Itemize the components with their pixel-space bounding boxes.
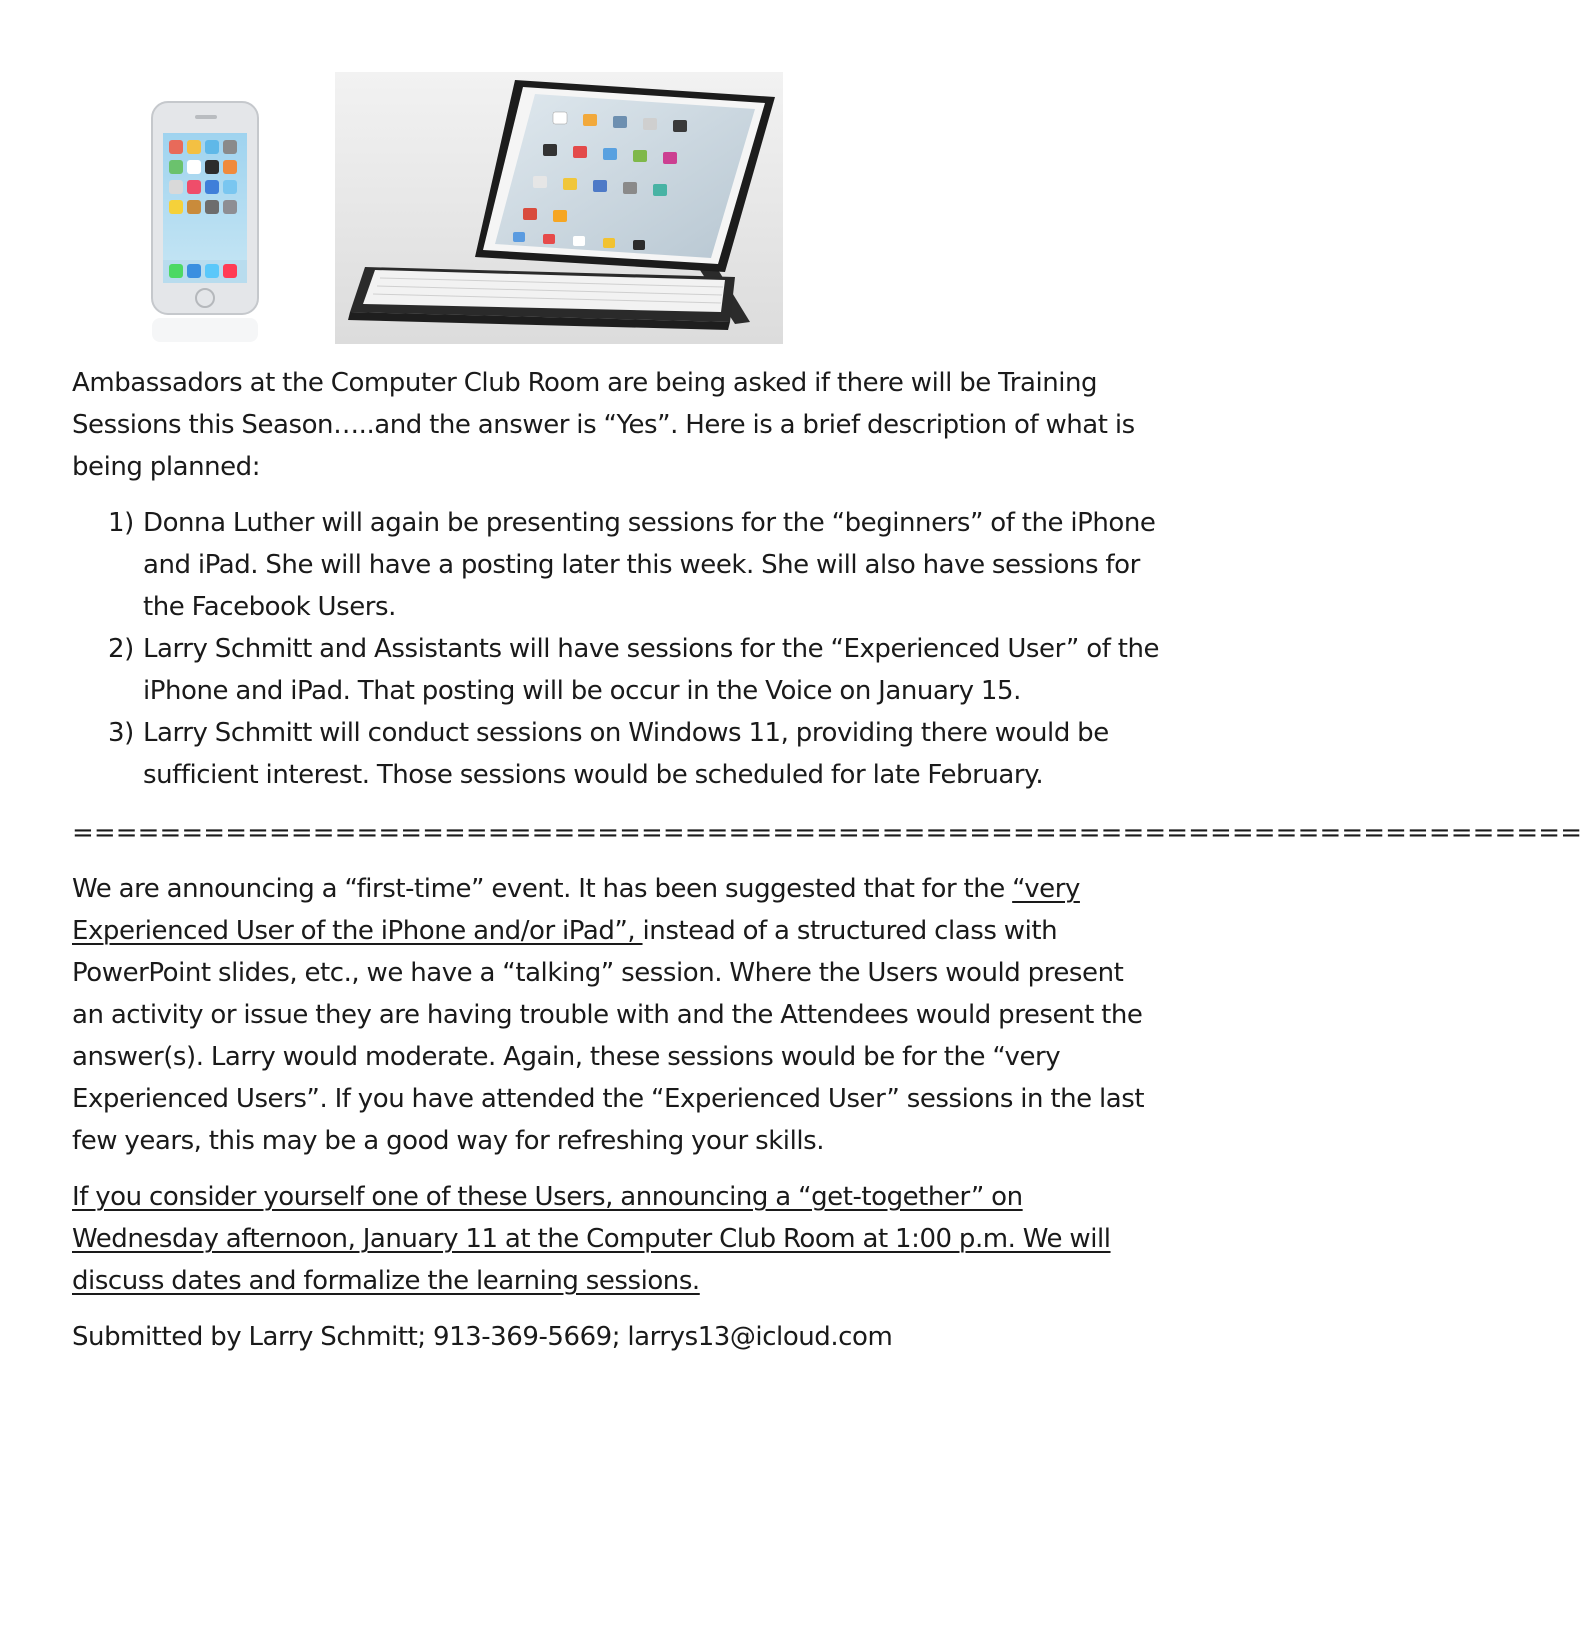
list-number: 1) — [108, 508, 134, 538]
intro-paragraph: Ambassadors at the Computer Club Room are being asked if there will be Training Sessions this Season…..and the answer is “Yes”. Here is a brief description of what is being planned: — [72, 368, 1135, 482]
section-divider: ===================================================================== — [72, 818, 1582, 848]
list-item-text: Donna Luther will again be presenting sessions for the “beginners” of the iPhone and iPad. She will have a posting later this week. She will also have sessions for the Facebook Users. — [143, 508, 1156, 622]
ipad-keyboard-image — [335, 72, 783, 344]
list-item-text: Larry Schmitt and Assistants will have sessions for the “Experienced User” of the iPhone and iPad. That posting will be occur in the Voice on January 15. — [143, 634, 1160, 706]
list-item — [72, 712, 1172, 796]
submitted-by: Submitted by Larry Schmitt; 913-369-5669; larrys13@icloud.com — [72, 1322, 893, 1352]
sessions-list — [72, 502, 1172, 796]
iphone-image — [150, 100, 265, 345]
list-item — [72, 502, 1172, 628]
invite-paragraph: If you consider yourself one of these Users, announcing a “get-together” on Wednesday afternoon, January 11 at the Computer Club Room at 1:00 p.m. We will discuss dates and formalize the learning sessions. — [72, 1182, 1111, 1296]
list-number: 2) — [108, 634, 134, 664]
list-number: 3) — [108, 718, 134, 748]
list-item — [72, 628, 1172, 712]
announcement-paragraph — [72, 868, 1152, 1162]
announcement-lead: We are announcing a “first-time” event. It has been suggested that for the — [72, 874, 1013, 904]
announcement-underlined: “very Experienced User of the iPhone and/or iPad”, — [72, 874, 1080, 946]
announcement-rest: instead of a structured class with PowerPoint slides, etc., we have a “talking” session. Where the Users would present an activity or issue they are having trouble with and the Attendees would present the answer(s). Larry would moderate. Again, these sessions would be for the “very Experienced Users”. If you have attended the “Experienced User” sessions in the last few years, this may be a good way for refreshing your skills. — [72, 916, 1145, 1156]
list-item-text: Larry Schmitt will conduct sessions on Windows 11, providing there would be sufficient interest. Those sessions would be scheduled for late February. — [143, 718, 1109, 790]
